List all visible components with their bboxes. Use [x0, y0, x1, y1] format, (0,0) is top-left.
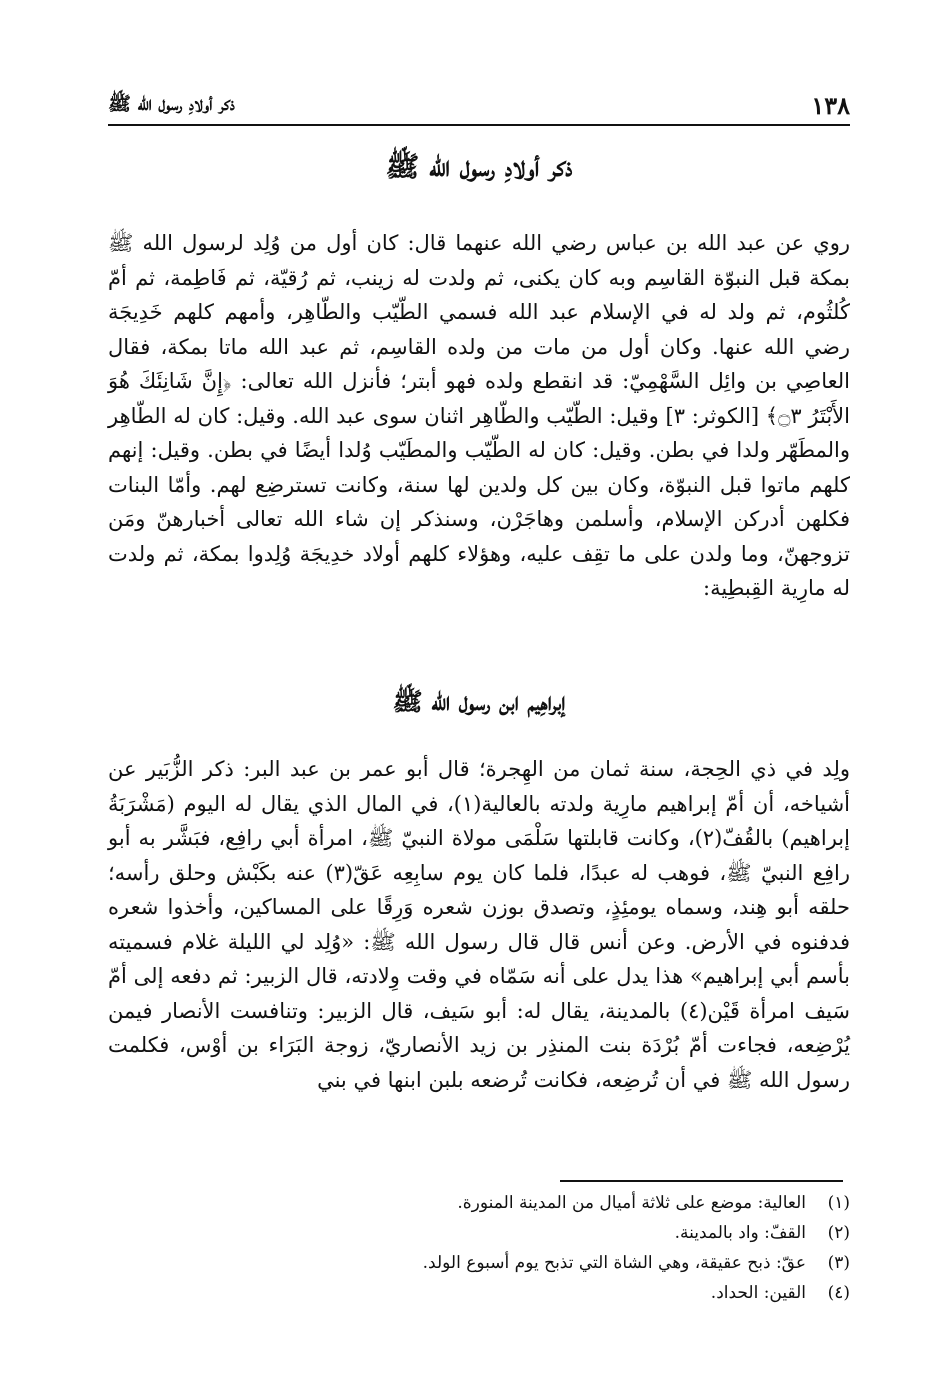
paragraph-1: روي عن عبد الله بن عباس رضي الله عنهما قال: كان أول من وُلِد لرسول الله ﷺ بمكة قبل النبوّة القاسِم وبه كان يكنى، ثم ولدت له زينب، ثم رُقيّة، ثم فَاطِمة، ثم أمّ كُلثُوم، ثم ولد له في الإسلام عبد الله فسمي الطّيّب والطّاهِر، وأمهم كلهم خَدِيجَة رضي الله عنها. وكان أول من مات من ولده القاسِم، ثم عبد الله ماتا بمكة، فقال العاصِي بن وائِل السَّهْمِيّ: قد انقطع ولده فهو أبتر؛ فأنزل الله تعالى: ﴿إِنَّ شَانِئَكَ هُوَ الأَبْتَرُ ۝٣﴾ [الكوثر: ٣] وقيل: الطّيّب والطّاهِر اثنان سوى عبد الله. وقيل: كان له الطّاهِر والمطَهّر ولدا في بطن. وقيل: كان له الطّيّب والمطَيّب وُلدا أيضًا في بطن. وقيل: إنهم كلهم ماتوا قبل النبوّة، وكان بين كل ولدين لها سنة، وكانت تسترضِع لهم. وأمّا البنات فكلهن أدركن الإسلام، وأسلمن وهاجَرْن، وسنذكر إن شاء الله تعالى أخبارهنّ ومَن تزوجهنّ، وما ولدن على ما تقِف عليه، وهؤلاء كلهم أولاد خدِيجَة وُلِدوا بمكة، ثم ولدت له مارِية القِبطِية:	[108, 231, 850, 600]
paragraph-2: ولِد في ذي الحِجة، سنة ثمان من الهِجرة؛ قال أبو عمر بن عبد البر: ذكر الزُّبَير عن أشياخه، أن أمّ إبراهيم مارِية ولدته بالعالية(١)، في المال الذي يقال له اليوم (مَشْرَبَةُ إبراهيم) بالقُفّ(٢)، وكانت قابلتها سَلْمَى مولاة النبيّ ﷺ، امرأة أبي رافِع، فبَشَّر به أبو رافِع النبيّ ﷺ، فوهب له عبدًا، فلما كان يوم سابِعِه عَقّ(٣) عنه بكَبْش وحلق رأسه؛ حلقه أبو هِند، وسماه يومئِذٍ، وتصدق بوزن شعره وَرِقًا على المساكين، وأخذوا شعره فدفنوه في الأرض. وعن أنس قال قال رسول الله ﷺ: «وُلِد لي الليلة غلام فسميته بأسم أبي إبراهيم» هذا يدل على أنه سَمّاه في وقت وِلادته، قال الزبير: ثم دفعه إلى أمّ سَيف امرأة قَيْن(٤) بالمدينة، يقال له: أبو سَيف، قال الزبير: وتنافست الأنصار فيمن يُرْضِعه، فجاءت أمّ بُرْدَة بنت المنذِر بن زيد الأنصاريّ، زوجة البَرَاء بن أوْس، فكلمت رسول الله ﷺ في أن تُرضِعه، فكانت تُرضعه بلبن ابنها في بني	[108, 757, 851, 1092]
footnote-text: القفّ: واد بالمدينة.	[674, 1223, 806, 1243]
footnote-item	[108, 1248, 850, 1278]
footnote-number: (٣)	[827, 1253, 850, 1273]
footnote-divider	[560, 1180, 843, 1182]
footnote-text: القين: الحداد.	[710, 1283, 806, 1303]
footnote-item	[108, 1278, 850, 1308]
footnote-item	[108, 1188, 850, 1218]
chapter-title: ذكر أولادِ رسول الله ﷺ	[385, 150, 573, 183]
footnote-item	[108, 1218, 850, 1248]
footnote-text: العالية: موضع على ثلاثة أميال من المدينة المنورة.	[457, 1193, 806, 1213]
footnote-text: عقّ: ذبح عقيقة، وهي الشاة التي تذبح يوم أسبوع الولد.	[422, 1253, 806, 1273]
footnote-number: (١)	[827, 1193, 850, 1213]
footnotes-list	[108, 1188, 850, 1308]
body-section-1	[108, 226, 850, 606]
running-title: ذكر أولادِ رسول الله ﷺ	[108, 93, 235, 115]
running-header	[108, 86, 850, 126]
section-subtitle: إبراهِيم ابن رسول الله ﷺ	[392, 687, 566, 716]
footnote-number: (٤)	[827, 1283, 850, 1303]
body-section-2	[108, 752, 850, 1097]
page-number: ١٣٨	[811, 91, 850, 120]
footnote-number: (٢)	[827, 1223, 850, 1243]
